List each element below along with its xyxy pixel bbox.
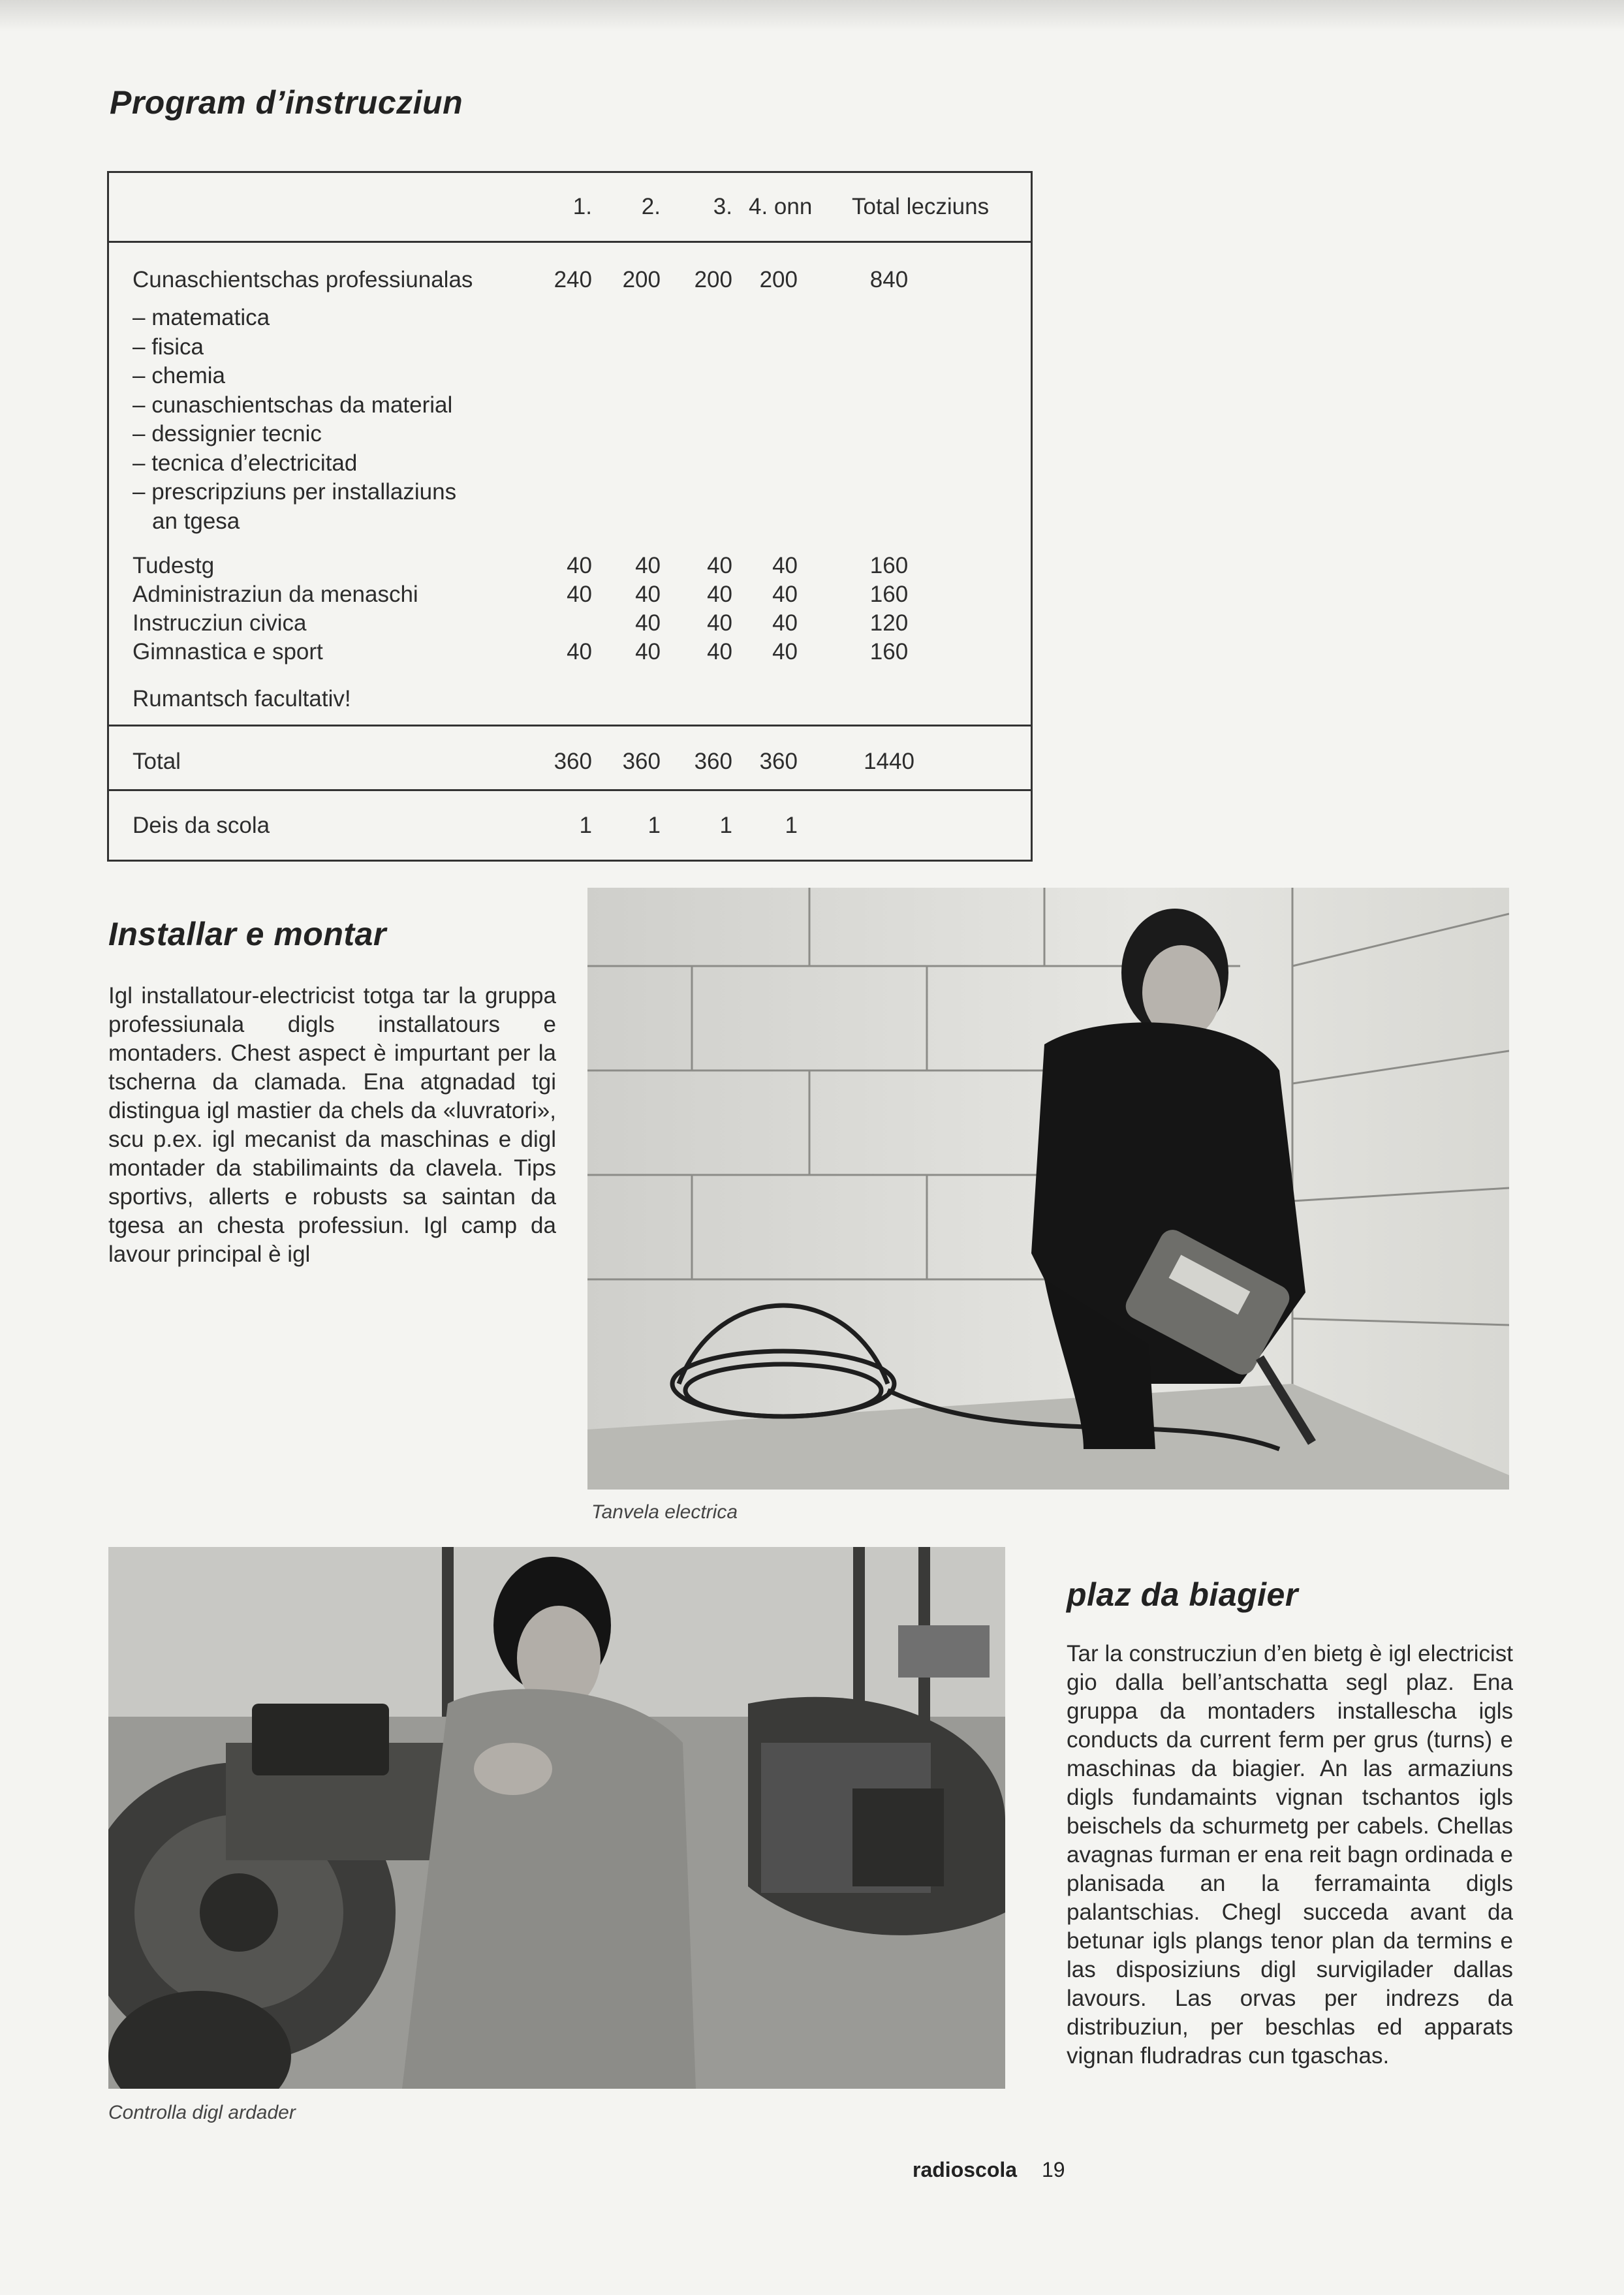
row-value: 40 <box>772 553 798 578</box>
plaz-title: plaz da biagier <box>1067 1576 1298 1613</box>
subject-item: – cunaschientschas da material <box>133 392 453 418</box>
row-value: 40 <box>635 610 661 636</box>
subject-item: – dessignier tecnic <box>133 421 322 446</box>
installar-text: Igl installatour-electricist totga tar la gruppa professiunala digls installatours e montaders. Chest aspect è impurtant per la tscherna da clamada. Ena atgnadad tgi distingua igl mastier da chels da «luvratori», scu p.ex. igl mecanist da maschinas e digl montader da stabilimaints da clavela. Tips sportivs, allerts e robusts sa saintan da tgesa an chesta professiun. Igl camp da lavour principal è igl <box>108 983 556 1267</box>
burner-photo-illustration <box>108 1547 1005 2089</box>
photo-burner-control <box>108 1547 1005 2089</box>
row-total: 160 <box>869 639 909 664</box>
subject-item: – prescripziuns per installaziuns <box>133 479 457 505</box>
header-year-4: 4. onn <box>749 194 813 219</box>
prof-total: 840 <box>869 267 909 292</box>
row-value: 40 <box>635 553 661 578</box>
subject-list <box>133 304 456 536</box>
row-value: 40 <box>707 610 732 636</box>
row-value: 40 <box>707 639 732 664</box>
total-label: Total <box>133 749 181 774</box>
row-label: Instrucziun civica <box>133 610 307 636</box>
days-value: 1 <box>648 813 661 838</box>
table-divider <box>109 789 1031 791</box>
row-label: Administraziun da menaschi <box>133 582 418 607</box>
header-year-3: 3. <box>713 194 732 219</box>
table-divider <box>109 725 1031 726</box>
header-year-1: 1. <box>572 194 592 219</box>
row-value: 40 <box>707 582 732 607</box>
row-value: 40 <box>772 639 798 664</box>
total-value: 360 <box>622 749 661 774</box>
prof-value-1: 240 <box>554 267 592 292</box>
page-number: 19 <box>1042 2158 1065 2181</box>
header-year-2: 2. <box>641 194 661 219</box>
prof-value-2: 200 <box>622 267 661 292</box>
subject-item: – chemia <box>133 363 226 388</box>
prof-value-4: 200 <box>759 267 798 292</box>
subject-item: – fisica <box>133 334 204 360</box>
footer-brand: radioscola <box>913 2158 1018 2181</box>
photo1-caption: Tanvela electrica <box>591 1501 738 1523</box>
total-sum: 1440 <box>864 749 914 774</box>
total-value: 360 <box>554 749 592 774</box>
section-title: Program d’instrucziun <box>110 84 463 121</box>
days-value: 1 <box>785 813 798 838</box>
row-total: 120 <box>869 610 909 636</box>
row-total: 160 <box>869 553 909 578</box>
photo-electric-drill <box>587 888 1509 1490</box>
romansh-note: Rumantsch facultativ! <box>133 686 351 711</box>
row-value: 40 <box>567 553 592 578</box>
row-value: 40 <box>567 639 592 664</box>
row-label: Tudestg <box>133 553 215 578</box>
total-value: 360 <box>694 749 732 774</box>
installar-title: Installar e montar <box>108 916 386 952</box>
subject-item: an tgesa <box>152 508 240 534</box>
row-total: 160 <box>869 582 909 607</box>
row-value: 40 <box>707 553 732 578</box>
row-value: 40 <box>635 582 661 607</box>
row-value: 40 <box>567 582 592 607</box>
table-divider <box>109 241 1031 243</box>
prof-value-3: 200 <box>694 267 732 292</box>
days-label: Deis da scola <box>133 813 270 838</box>
subject-item: – matematica <box>133 305 270 330</box>
header-total: Total lecziuns <box>852 194 990 219</box>
row-label: Gimnastica e sport <box>133 639 323 664</box>
subject-item: – tecnica d’electricitad <box>133 450 358 476</box>
days-value: 1 <box>719 813 732 838</box>
row-value: 40 <box>635 639 661 664</box>
row-value: 40 <box>772 582 798 607</box>
photo2-caption: Controlla digl ardader <box>108 2102 296 2123</box>
total-value: 360 <box>759 749 798 774</box>
drill-photo-illustration <box>587 888 1509 1490</box>
row-value: 40 <box>772 610 798 636</box>
days-value: 1 <box>579 813 592 838</box>
program-table <box>107 171 1033 862</box>
scan-edge <box>0 0 1624 31</box>
prof-label: Cunaschientschas professiunalas <box>133 267 473 292</box>
plaz-text: Tar la construcziun d’en bietg è igl electricist gio dalla bell’antschatta segl plaz. Ena gruppa da montaders installescha igls conducts da current ferm per grus (turns) e maschinas da biagier. An las armaziuns digls fundamaints vignan tschantos igls beischels da schurmetg per cabels. Chellas avagnas furman er ena reit bagn ordinada e planisada an la ferramainta digls palantschias. Chegl succeda avant da betunar igls plangs tenor plan da termins e las disposiziuns digl survigilader dallas lavours. Las orvas per indrezs da distribuziun, per beschlas ed apparats vignan fludradras cun tgaschas. <box>1067 1641 1513 2069</box>
